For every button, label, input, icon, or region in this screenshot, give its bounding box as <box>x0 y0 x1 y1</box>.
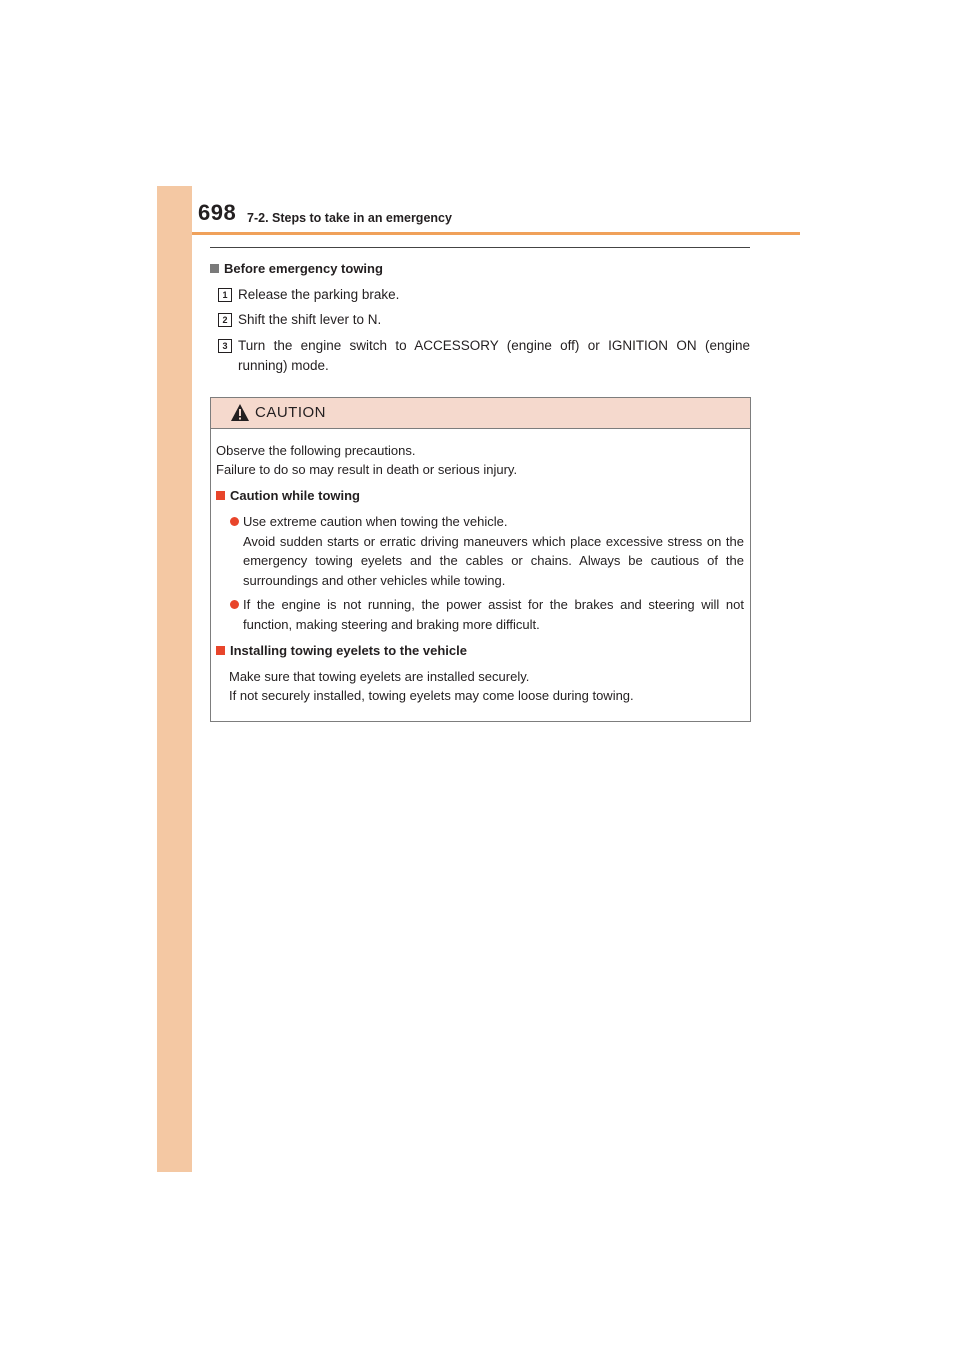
section-divider <box>210 247 750 248</box>
header-rule <box>192 232 800 235</box>
page-number: 698 <box>198 200 237 225</box>
caution-bullet-1-line1: Use extreme caution when towing the vehicle. <box>243 514 508 529</box>
step-1-text: Release the parking brake. <box>238 287 400 302</box>
caution-eyelets-line1: Make sure that towing eyelets are installed securely. <box>229 669 530 684</box>
caution-intro-line2: Failure to do so may result in death or serious injury. <box>216 462 518 477</box>
square-bullet-icon <box>216 491 225 500</box>
step-3 <box>210 336 750 376</box>
step-2 <box>210 310 750 330</box>
caution-eyelets-heading: Installing towing eyelets to the vehicle <box>216 641 467 661</box>
caution-eyelets-line2: If not securely installed, towing eyelets may come loose during towing. <box>229 688 634 703</box>
square-bullet-icon <box>216 646 225 655</box>
section-title: 7-2. Steps to take in an emergency <box>247 211 452 225</box>
caution-bullet-2-text: If the engine is not running, the power assist for the brakes and steering will not function, making steering and braking more difficult. <box>243 597 744 632</box>
caution-title: CAUTION <box>255 404 326 421</box>
round-bullet-icon <box>230 600 239 609</box>
caution-towing-heading: Caution while towing <box>216 486 360 506</box>
step-3-text: Turn the engine switch to ACCESSORY (engine off) or IGNITION ON (engine running) mode. <box>238 338 750 373</box>
caution-bullet-1 <box>230 512 744 590</box>
before-towing-heading: Before emergency towing <box>210 261 383 276</box>
step-number-3: 3 <box>218 339 232 353</box>
step-number-1: 1 <box>218 288 232 302</box>
step-2-text: Shift the shift lever to N. <box>238 312 382 327</box>
step-number-2: 2 <box>218 313 232 327</box>
caution-header <box>211 398 750 429</box>
caution-bullet-1-body: Avoid sudden starts or erratic driving maneuvers which place excessive stress on the emergency towing eyelets and the cables or chains. Always be cautious of the surroundings and other vehicles while towing. <box>243 533 744 588</box>
side-margin-band <box>157 186 192 1172</box>
step-1 <box>210 285 750 305</box>
square-bullet-icon <box>210 264 219 273</box>
caution-intro-line1: Observe the following precautions. <box>216 443 416 458</box>
caution-box <box>210 397 751 722</box>
warning-triangle-icon <box>231 404 249 421</box>
caution-bullet-2 <box>230 595 744 634</box>
round-bullet-icon <box>230 517 239 526</box>
